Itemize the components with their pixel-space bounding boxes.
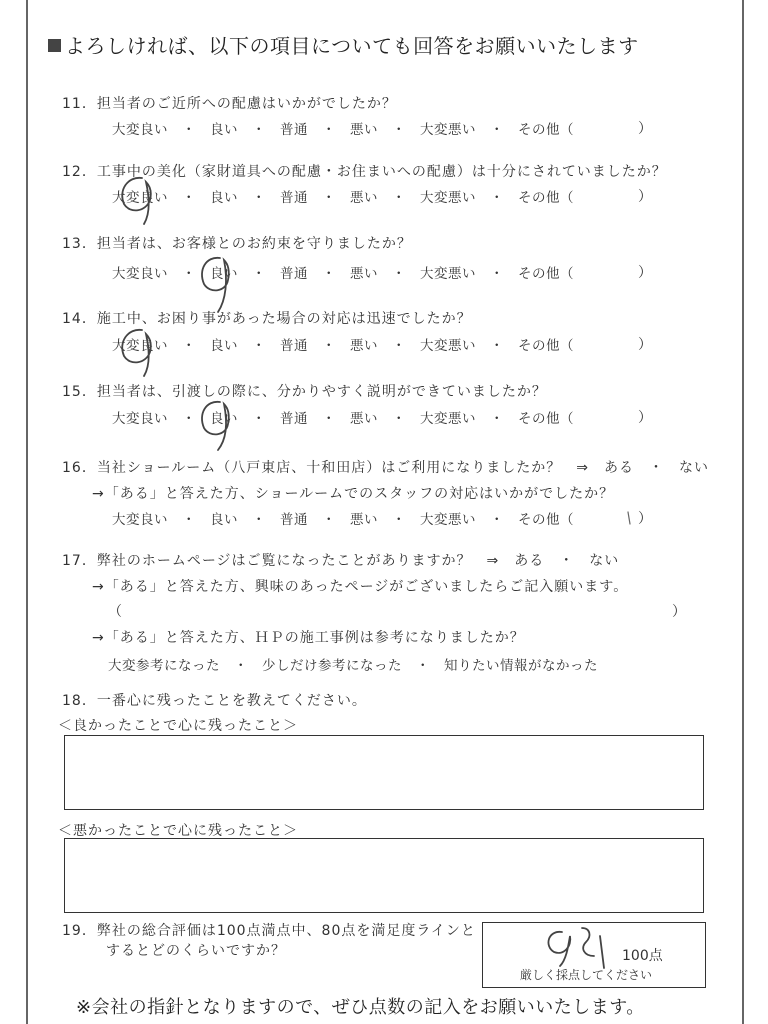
good-memory-box[interactable]	[64, 735, 704, 810]
bad-memory-box[interactable]	[64, 838, 704, 913]
question-14: 14．施工中、お困り事があった場合の対応は迅速でしたか？	[62, 311, 472, 327]
good-memory-label: ＜良かったことで心に残ったこと＞	[58, 718, 298, 734]
question-16-options[interactable]: 大変良い ・ 良い ・ 普通 ・ 悪い ・ 大変悪い ・ その他（	[112, 512, 574, 528]
question-13-close: ）	[638, 265, 652, 281]
question-11: 11．担当者のご近所への配慮はいかがでしたか？	[62, 96, 397, 112]
question-18: 18．一番心に残ったことを教えてください。	[62, 693, 367, 709]
square-bullet-icon	[48, 39, 61, 52]
score-note: 厳しく採点してください	[520, 968, 653, 982]
question-14-close: ）	[638, 337, 652, 353]
question-17-open-paren: （	[108, 604, 123, 620]
question-17-options[interactable]: 大変参考になった ・ 少しだけ参考になった ・ 知りたい情報がなかった	[108, 658, 598, 674]
question-15: 15．担当者は、引渡しの際に、分かりやすく説明ができていましたか？	[62, 384, 547, 400]
question-13: 13．担当者は、お客様とのお約束を守りましたか？	[62, 236, 412, 252]
question-16-sub: →「ある」と答えた方、ショールームでのスタッフの対応はいかがでしたか？	[92, 486, 615, 502]
question-12: 12．工事中の美化（家財道具への配慮・お住まいへの配慮）は十分にされていましたか？	[62, 164, 667, 180]
score-max: 100点	[622, 948, 663, 964]
question-19-line2: するとどのくらいですか？	[106, 943, 286, 959]
question-12-close: ）	[638, 189, 652, 205]
bad-memory-label: ＜悪かったことで心に残ったこと＞	[58, 823, 298, 839]
form-header: よろしければ、以下の項目についても回答をお願いいたします	[48, 30, 639, 59]
question-17-sub1: →「ある」と答えた方、興味のあったページがございましたらご記入願います。	[92, 579, 629, 595]
question-11-options[interactable]: 大変良い ・ 良い ・ 普通 ・ 悪い ・ 大変悪い ・ その他（	[112, 122, 574, 138]
question-13-options[interactable]: 大変良い ・ 良い ・ 普通 ・ 悪い ・ 大変悪い ・ その他（	[112, 266, 574, 282]
question-17: 17．弊社のホームページはご覧になったことがありますか？ ⇒ ある ・ ない	[62, 553, 620, 569]
question-16-close: ）	[638, 511, 652, 527]
question-12-options[interactable]: 大変良い ・ 良い ・ 普通 ・ 悪い ・ 大変悪い ・ その他（	[112, 190, 574, 206]
question-16: 16．当社ショールーム（八戸東店、十和田店）はご利用になりましたか？ ⇒ ある ・ ない	[62, 460, 709, 476]
question-17-close-paren: ）	[672, 604, 686, 620]
question-11-close: ）	[638, 121, 652, 137]
question-14-options[interactable]: 大変良い ・ 良い ・ 普通 ・ 悪い ・ 大変悪い ・ その他（	[112, 338, 574, 354]
question-15-close: ）	[638, 410, 652, 426]
question-19-line1: 19．弊社の総合評価は100点満点中、80点を満足度ラインと	[62, 923, 476, 939]
question-17-sub2: →「ある」と答えた方、ＨＰの施工事例は参考になりましたか？	[92, 630, 525, 646]
question-15-options[interactable]: 大変良い ・ 良い ・ 普通 ・ 悪い ・ 大変悪い ・ その他（	[112, 411, 574, 427]
footer-note: ※会社の指針となりますので、ぜひ点数の記入をお願いいたします。	[76, 997, 645, 1018]
